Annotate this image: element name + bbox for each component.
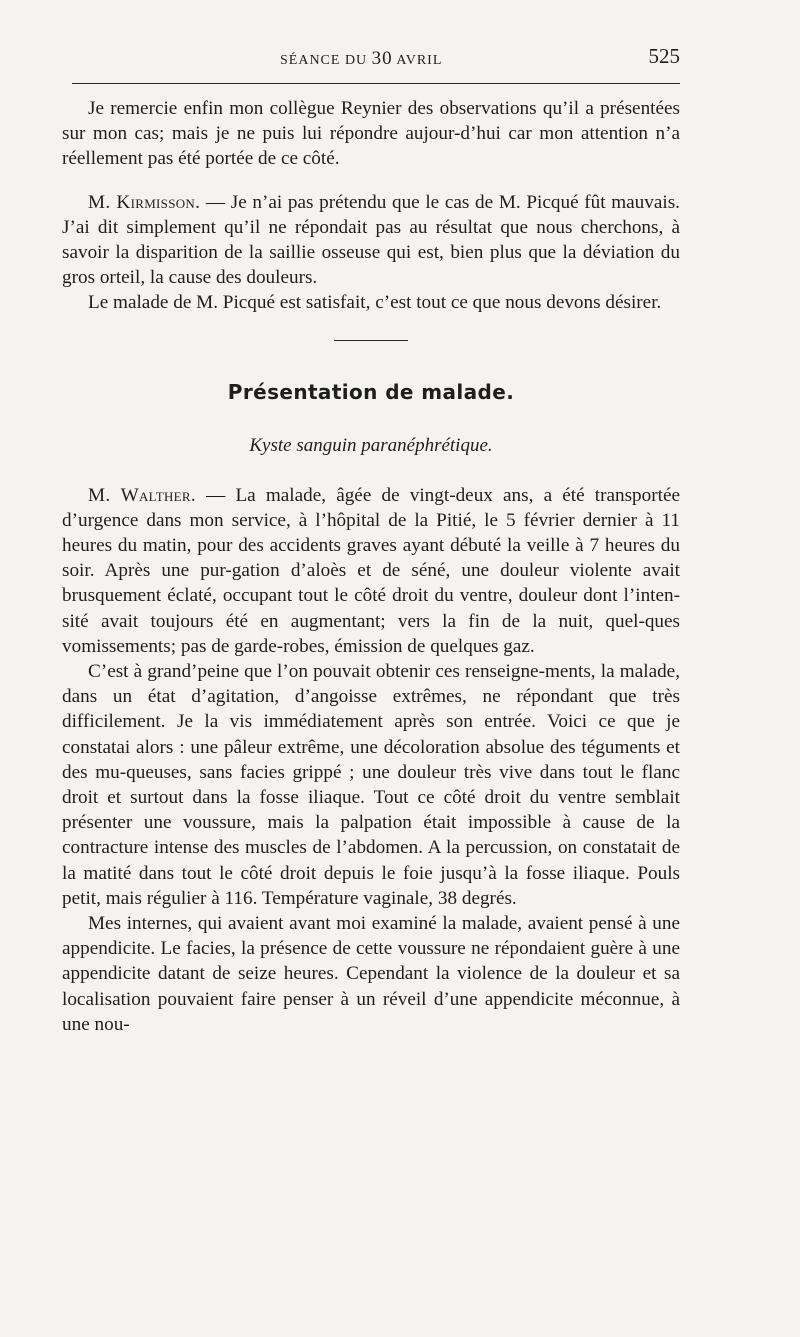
paragraph-diagnosis: Mes internes, qui avaient avant moi examiné la malade, avaient pensé à une appendicite. Le facies, la présence de cette voussure ne répondaient guère à une appendicite datant de seize heures. Cependant la violence de la douleur et sa localisation pouvaient faire penser à un réveil d’une appendicite méconnue, à une nou- [62,913,680,1035]
speaker-walther: M. Walther. [88,484,196,506]
page-number: 525 [648,44,680,68]
running-title-day: 30 [371,48,393,69]
section-subtitle: Kyste sanguin paranéphrétique. [249,434,493,456]
body-text [62,96,680,1037]
book-page [62,0,680,1337]
speaker-kirmisson: M. Kirmisson. [88,191,201,213]
paragraph-kirmisson [62,190,680,291]
paragraph-kirmisson-text: — Je n’ai pas prétendu que le cas de M. Picqué fût mauvais. J’ai dit simplement qu’il ne répondait pas au résultat que nous cherchons, à savoir la disparition de la saillie osseuse qui est, bien plus que la déviation du gros orteil, la cause des douleurs. [62,191,680,289]
paragraph-walther-text: — La malade, âgée de vingt-deux ans, a été transportée d’urgence dans mon service, à l’hôpital de la Pitié, le 5 février dernier à 11 heures du matin, pour des accidents graves ayant débuté la veille à 7 heures du soir. Après une pur-gation d’aloès et de séné, une douleur violente avait brusquement éclaté, occupant tout le côté droit du ventre, douleur dont l’inten-sité avait toujours été en augmentant; vers la fin de la nuit, quel-ques vomissements; pas de garde-robes, émission de quelques gaz. [62,484,680,657]
running-title-month: AVRIL [392,53,443,68]
running-title-prefix: SÉANCE DU [280,53,372,68]
paragraph-examination: C’est à grand’peine que l’on pouvait obtenir ces renseigne-ments, la malade, dans un état d’agitation, d’angoisse extrêmes, ne répondant que très difficilement. Je la vis immédiatement après son entrée. Voici ce que je constatai alors : une pâleur extrême, une décoloration absolue des téguments et des mu-queuses, sans facies grippé ; une douleur très vive dans tout le flanc droit et surtout dans la fosse iliaque. Tout ce côté droit du ventre semblait présenter une voussure, mais la palpation était impossible à cause de la contracture intense des muscles de l’abdomen. A la percussion, on constatait de la matité dans tout le côté droit depuis le foie jusqu’à la fosse iliaque. Pouls petit, mais régulier à 116. Température vaginale, 38 degrés. [62,661,680,909]
header-rule [72,83,680,84]
running-head [62,42,680,72]
running-title [280,48,442,70]
section-divider [334,340,408,341]
paragraph-walther [62,483,680,659]
paragraph-picque: Le malade de M. Picqué est satisfait, c’est tout ce que nous devons désirer. [88,292,662,314]
paragraph-reply: Je remercie enfin mon collègue Reynier des observations qu’il a présentées sur mon cas; mais je ne puis lui répondre aujour-d’hui car mon attention n’a réellement pas été portée de ce côté. [62,98,680,170]
section-title: Présentation de malade. [227,379,515,404]
